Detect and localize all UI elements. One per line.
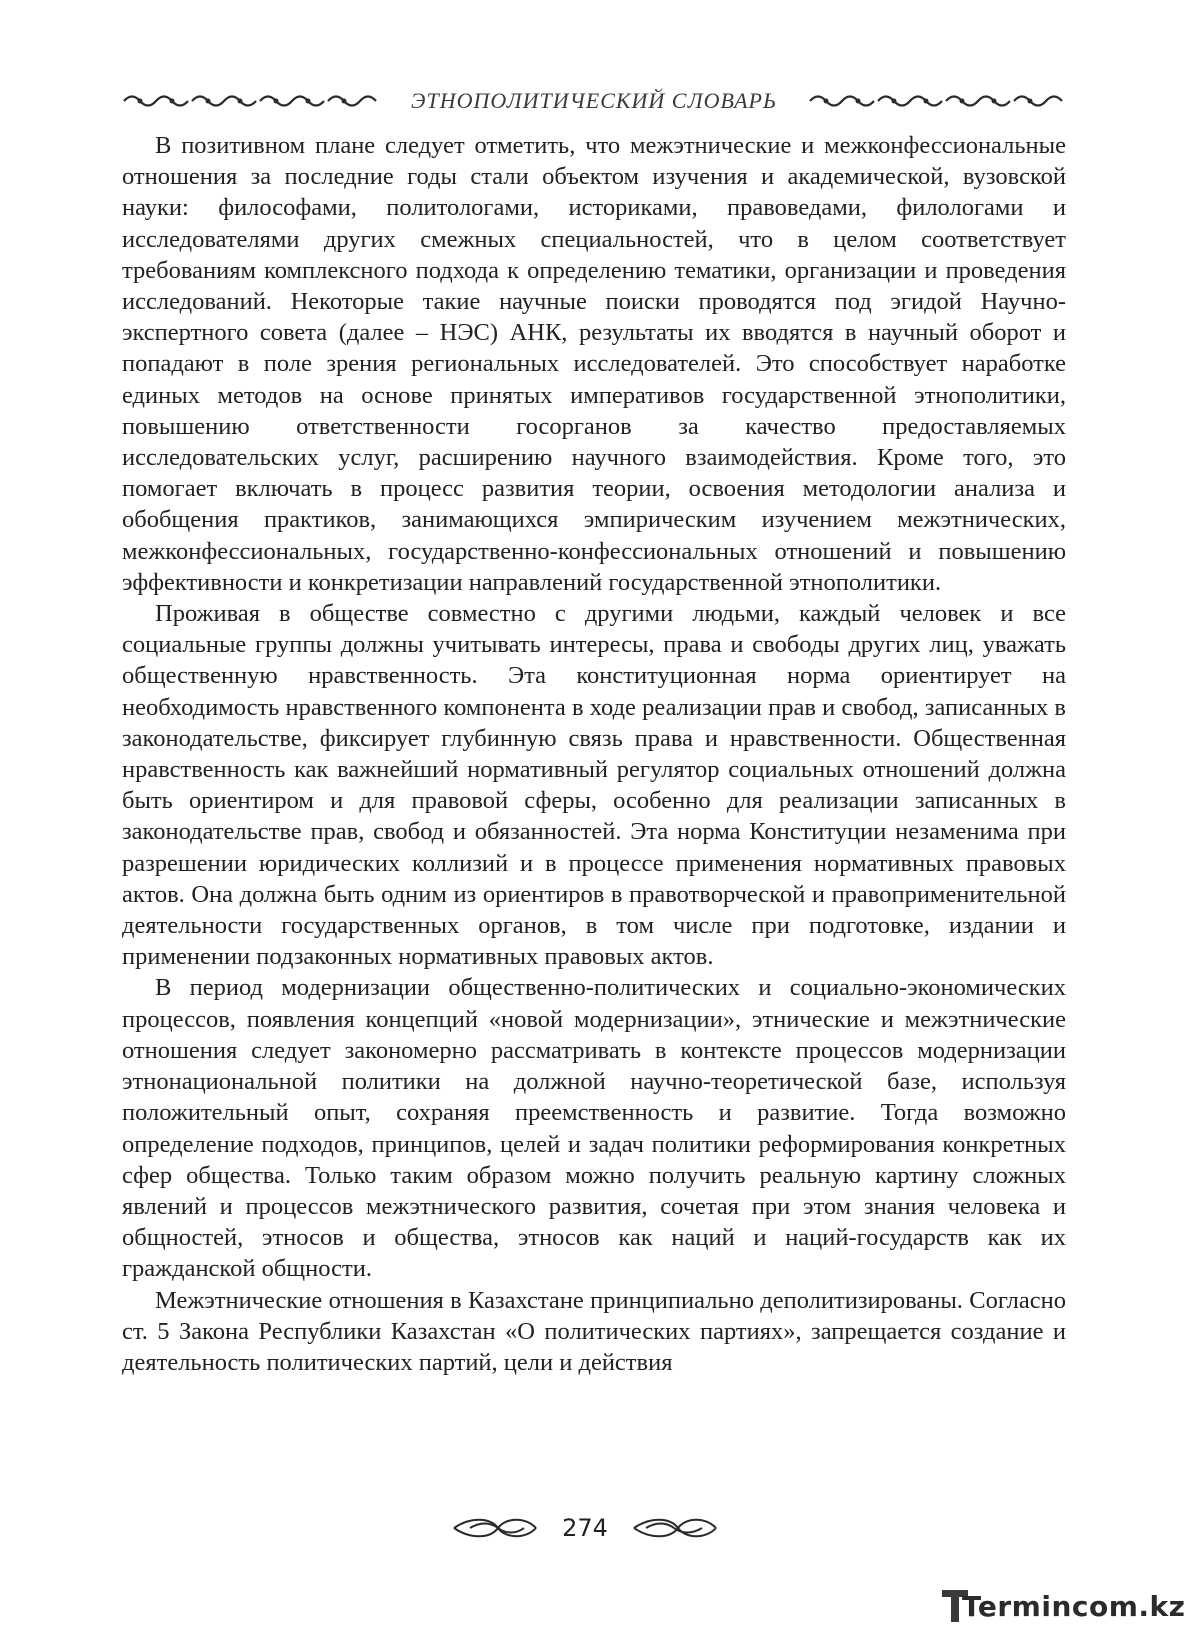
paragraph: Проживая в обществе совместно с другими людьми, каждый человек и все социальные группы должны учитывать интересы, права и свободы других лиц, уважать общественную нравственность. Эта конституционная норма ориентирует на необходимость нравственного компонента в ходе реализации прав и свобод, записанных в законодательстве, фиксирует глубинную связь права и нравственности. Общественная нравственность как важнейший нормативный регулятор социальных отношений должна быть ориентиром и для правовой сферы, особенно для реализации записанных в законодательстве прав, свобод и обязанностей. Эта норма Конституции незаменима при разрешении юридических коллизий и в процессе применения нормативных правовых актов. Она должна быть одним из ориентиров в правотворческой и правоприменительной деятельности государственных органов, в том числе при подготовке, издании и применении подзаконных нормативных правовых актов. <box>122 600 1066 971</box>
paragraph: В позитивном плане следует отметить, что межэтнические и межконфессиональные отношения за последние годы стали объектом изучения и академической, вузовской науки: философами, политологами, историками, правоведами, филологами и исследователями других смежных специальностей, что в целом соответствует требованиям комплексного подхода к определению тематики, организации и проведения исследований. Некоторые такие научные поиски проводятся под эгидой Научно-экспертного совета (далее – НЭС) АНК, результаты их вводятся в научный оборот и попадают в поле зрения региональных исследователей. Это способствует наработке единых методов на основе принятых императивов государственной этнополитики, повышению ответственности госорганов за качество предоставляемых исследовательских услуг, расширению научного взаимодействия. Кроме того, это помогает включать в процесс развития теории, освоения методологии анализа и обобщения практиков, занимающихся эмпирическим изучением межэтнических, межконфессиональных, государственно-конфессиональных отношений и повышению эффективности и конкретизации направлений государственной этнополитики. <box>122 132 1066 596</box>
running-title: ЭТНОПОЛИТИЧЕСКИЙ СЛОВАРЬ <box>411 88 777 113</box>
flourish-icon <box>450 1515 540 1541</box>
page-header <box>122 84 1066 118</box>
flourish-icon <box>630 1515 720 1541</box>
ornament-border-icon <box>808 90 1066 112</box>
watermark-text: Termincom.kz <box>962 1590 1185 1623</box>
ornament-border-icon <box>122 90 380 112</box>
page-footer <box>440 1508 730 1548</box>
page-number: 274 <box>562 1514 608 1542</box>
watermark <box>940 1586 1185 1630</box>
paragraph: Межэтнические отношения в Казахстане принципиально деполитизированы. Согласно ст. 5 Закона Республики Казахстан «О политических партиях», запрещается создание и деятельность политических партий, цели и действия <box>122 1286 1066 1376</box>
text-body <box>122 130 1066 1378</box>
paragraph: В период модернизации общественно-политических и социально-экономических процессов, появления концепций «новой модернизации», этнические и межэтнические отношения следует закономерно рассматривать в контексте процессов модернизации этнонациональной политики на должной научно-теоретической базе, используя положительный опыт, сохраняя преемственность и развитие. Тогда возможно определение подходов, принципов, целей и задач политики реформирования конкретных сфер общества. Только таким образом можно получить реальную картину сложных явлений и процессов межэтнического развития, сочетая при этом знания человека и общностей, этносов и общества, этносов как наций и наций-государств как их гражданской общности. <box>122 974 1066 1283</box>
